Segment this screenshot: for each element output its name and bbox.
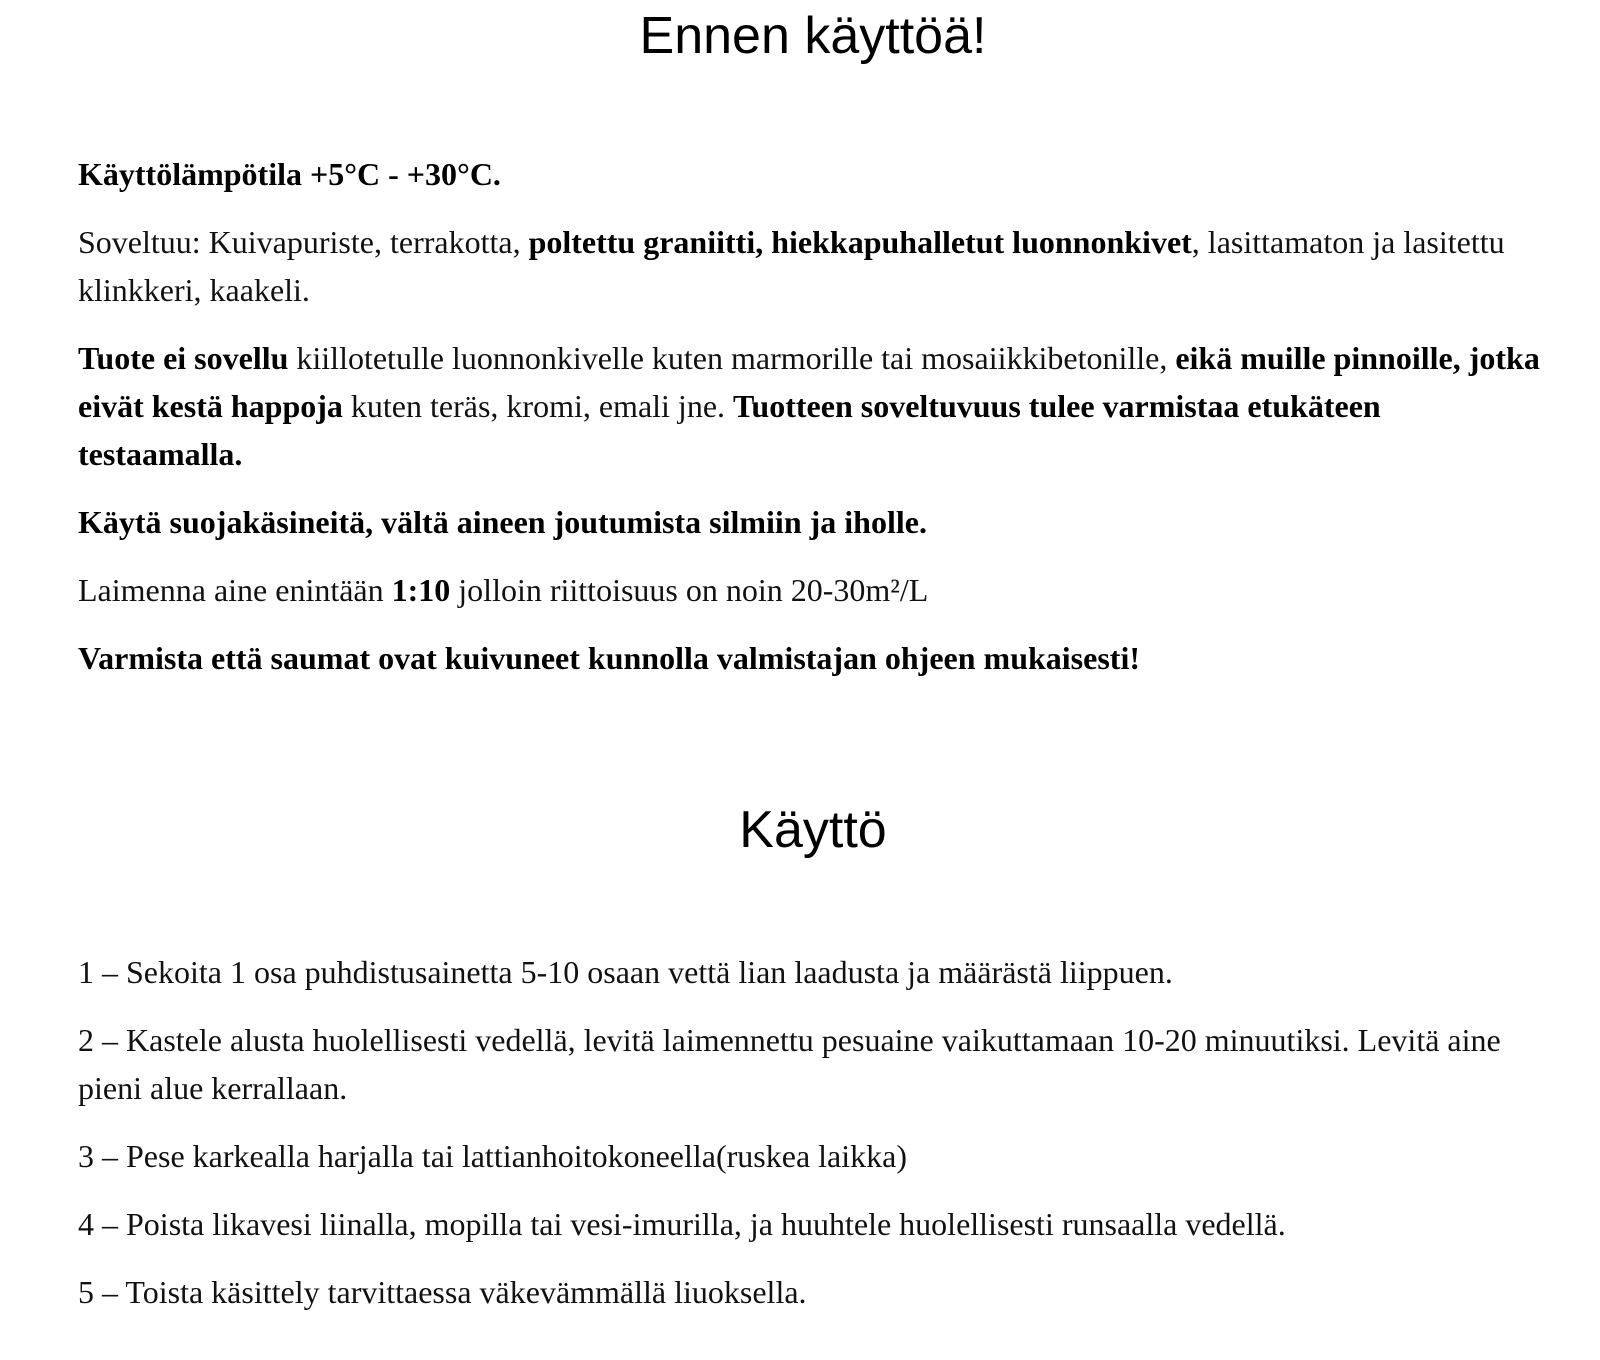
usage-step-3: 3 – Pese karkealla harjalla tai lattianhoitokoneella(ruskea laikka) xyxy=(78,1138,907,1174)
dilution-suffix: jolloin riittoisuus on noin 20-30m²/L xyxy=(450,572,929,608)
suitable-paragraph xyxy=(78,218,1548,314)
document-page xyxy=(78,0,1548,1336)
not-suitable-bold-2: eikä muille pinnoille, jotka eivät kestä happoja xyxy=(78,340,1540,424)
usage-step-4: 4 – Poista likavesi liinalla, mopilla tai vesi-imurilla, ja huuhtele huolellisesti runsaalla vedellä. xyxy=(78,1206,1286,1242)
not-suitable-paragraph xyxy=(78,334,1548,478)
not-suitable-text-2: kuten teräs, kromi, emali jne. xyxy=(342,388,734,424)
usage-step-1: 1 – Sekoita 1 osa puhdistusainetta 5-10 osaan vettä lian laadusta ja määrästä liippuen. xyxy=(78,954,1173,990)
suitable-prefix: Soveltuu: Kuivapuriste, terrakotta, xyxy=(78,224,529,260)
temperature-text: Käyttölämpötila +5°C - +30°C. xyxy=(78,156,501,192)
temperature-paragraph xyxy=(78,150,1548,198)
usage-step-5: 5 – Toista käsittely tarvittaessa väkevämmällä liuoksella. xyxy=(78,1274,807,1310)
suitable-suffix: , lasittamaton ja lasitettu klinkkeri, kaakeli. xyxy=(78,224,1505,308)
before-use-heading: Ennen käyttöä! xyxy=(639,7,987,65)
safety-paragraph xyxy=(78,498,1548,546)
usage-step-2: 2 – Kastele alusta huolellisesti vedellä, levitä laimennettu pesuaine vaikuttamaan 10-20 minuutiksi. Levitä aine pieni alue kerrallaan. xyxy=(78,1022,1501,1106)
joints-text: Varmista että saumat ovat kuivuneet kunnolla valmistajan ohjeen mukaisesti! xyxy=(78,640,1140,676)
before-use-section xyxy=(78,150,1548,682)
dilution-prefix: Laimenna aine enintään xyxy=(78,572,392,608)
safety-text: Käytä suojakäsineitä, vältä aineen joutumista silmiin ja iholle. xyxy=(78,504,927,540)
usage-heading: Käyttö xyxy=(739,801,887,859)
not-suitable-bold-1: Tuote ei sovellu xyxy=(78,340,289,376)
suitable-bold: poltettu graniitti, hiekkapuhalletut luonnonkivet xyxy=(528,224,1192,260)
not-suitable-text-1: kiillotetulle luonnonkivelle kuten marmorille tai mosaiikkibetonille, xyxy=(288,340,1176,376)
usage-steps xyxy=(78,948,1548,1316)
not-suitable-bold-3: Tuotteen soveltuvuus tulee varmistaa etukäteen testaamalla. xyxy=(78,388,1381,472)
dilution-ratio: 1:10 xyxy=(391,572,451,608)
joints-paragraph xyxy=(78,634,1548,682)
dilution-paragraph xyxy=(78,566,1548,614)
